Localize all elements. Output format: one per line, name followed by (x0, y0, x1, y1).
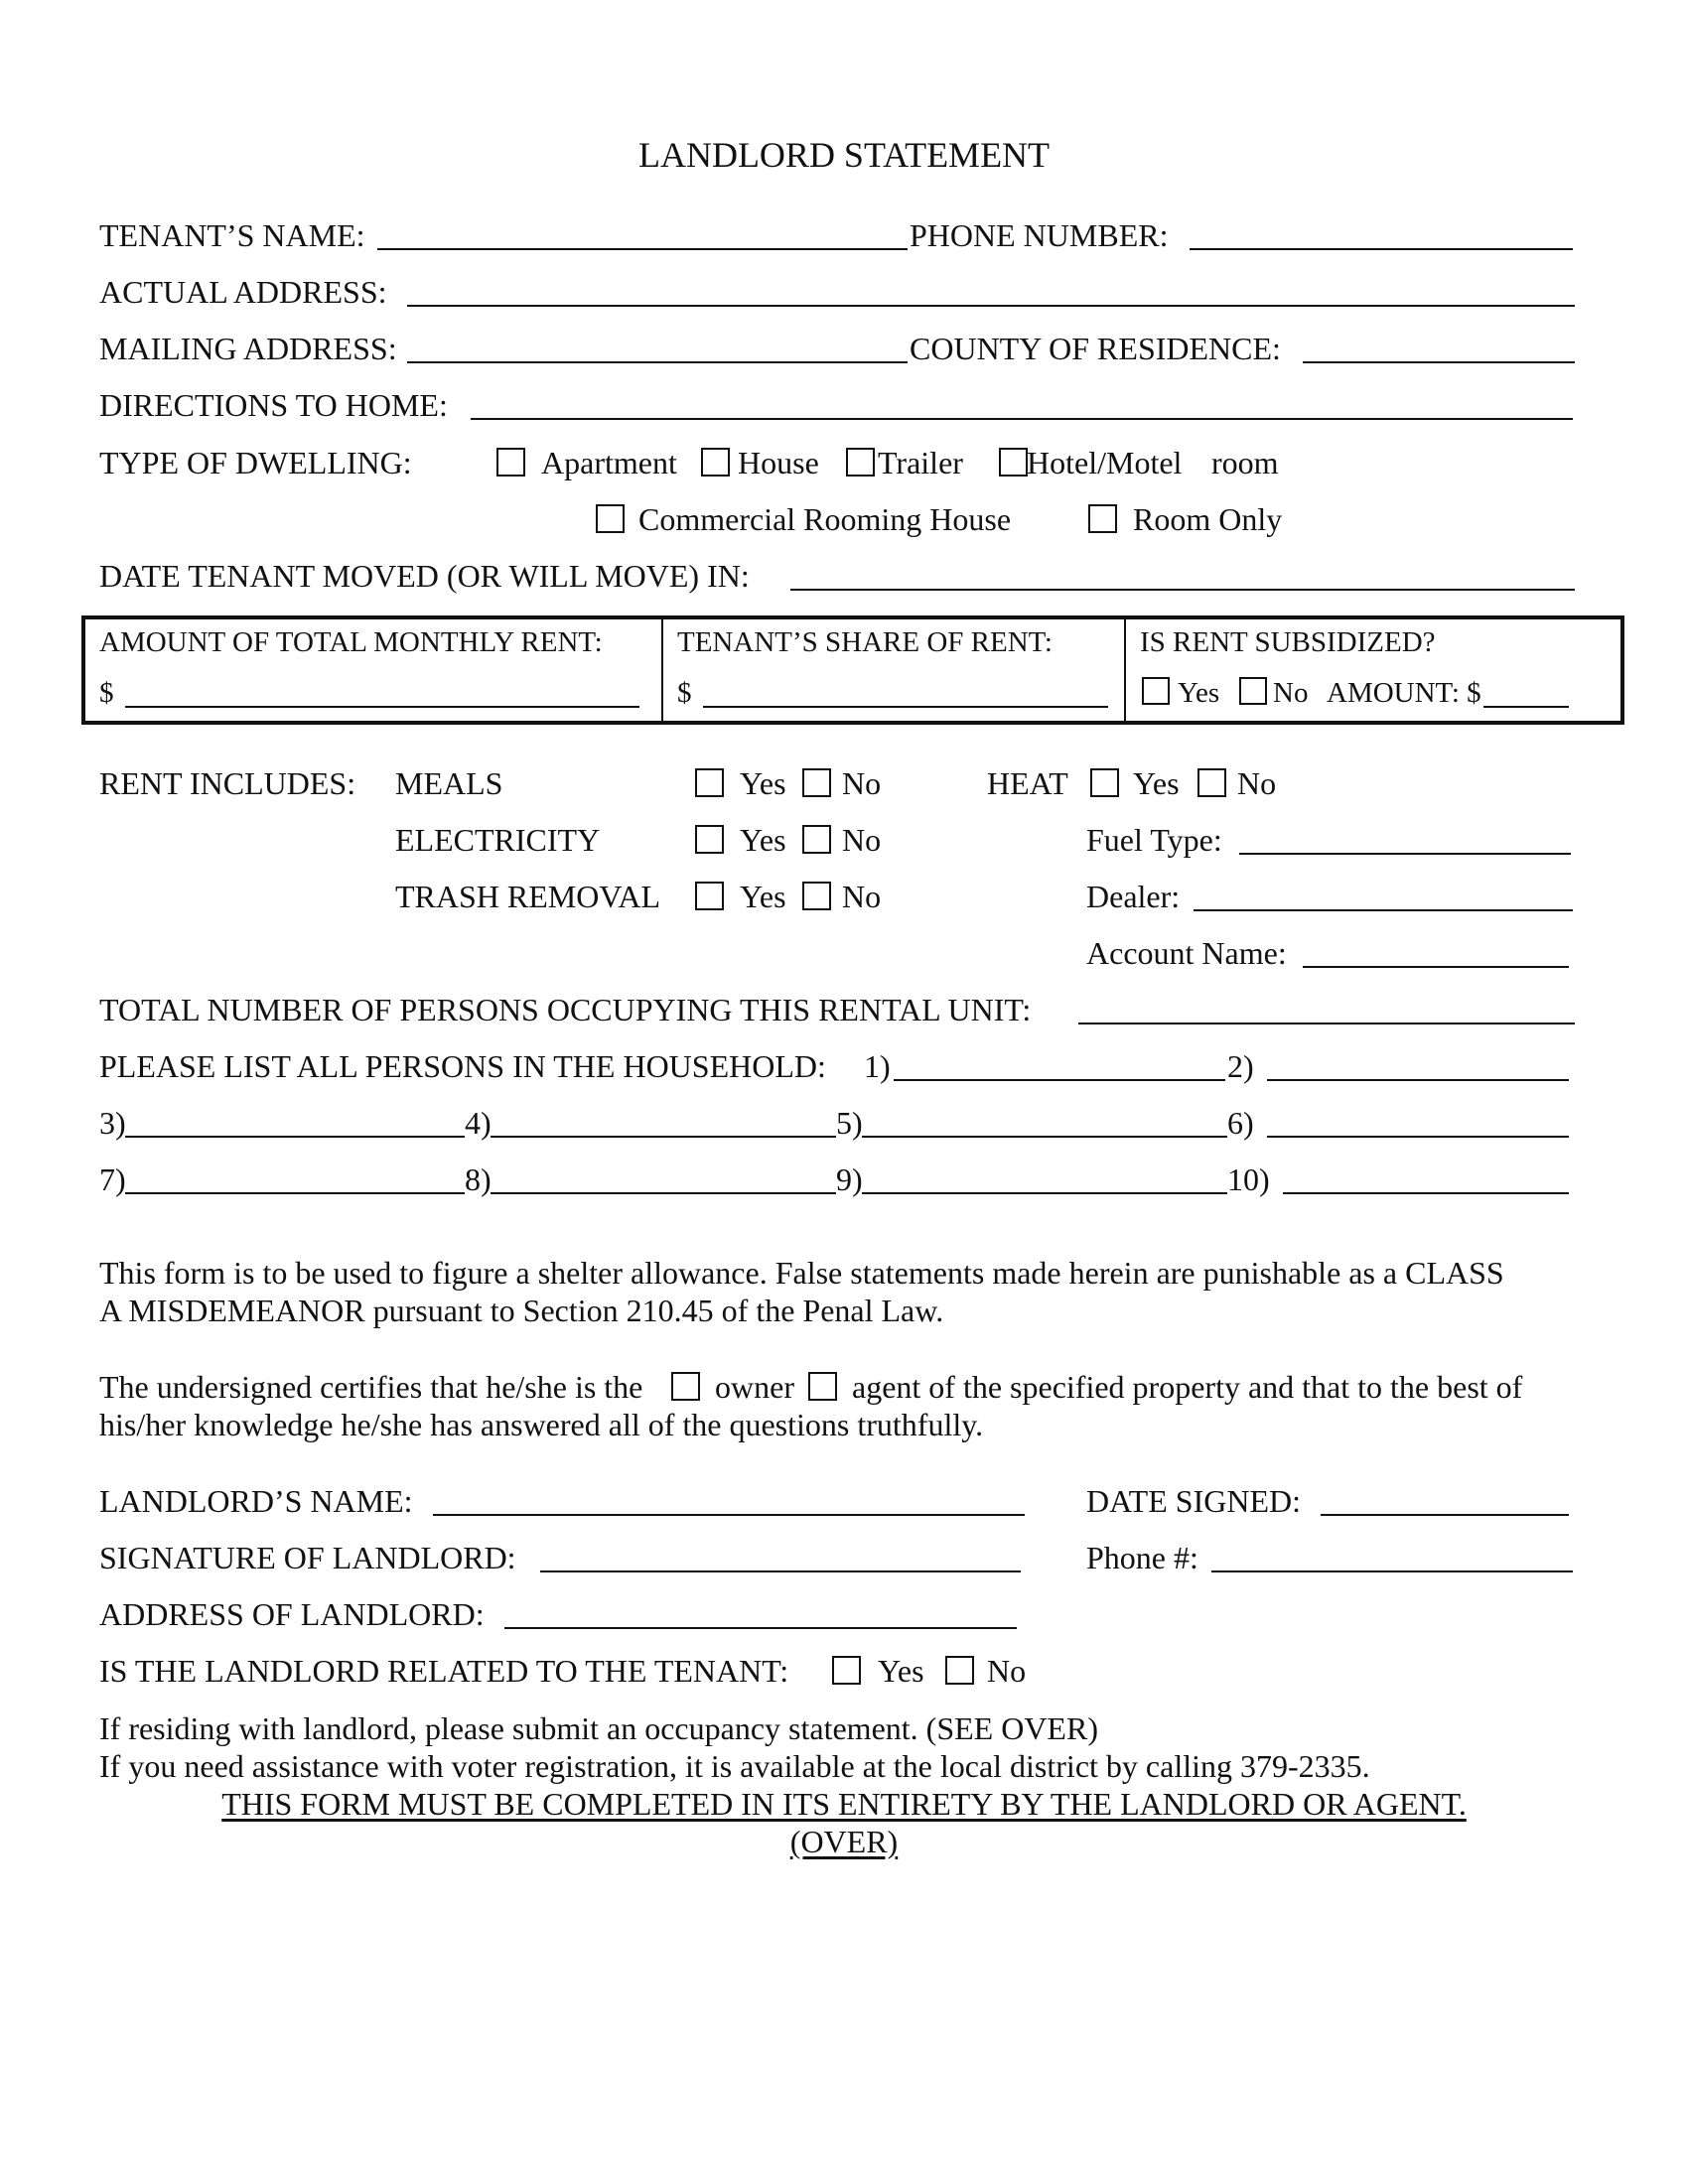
tenant-name-field[interactable] (377, 248, 908, 250)
landlord-phone-label: Phone #: (1086, 1540, 1198, 1575)
rent-subsidized-label: IS RENT SUBSIDIZED? (1140, 626, 1436, 658)
actual-address-label: ACTUAL ADDRESS: (99, 274, 387, 310)
tenant-share-dollar: $ (677, 677, 692, 709)
total-persons-label: TOTAL NUMBER OF PERSONS OCCUPYING THIS RENTAL UNIT: (99, 992, 1032, 1027)
heat-no-checkbox[interactable] (1197, 768, 1226, 797)
hotel-motel-checkbox[interactable] (999, 448, 1028, 477)
landlord-name-label: LANDLORD’S NAME: (99, 1483, 413, 1519)
date-moved-field[interactable] (790, 589, 1575, 591)
date-signed-label: DATE SIGNED: (1086, 1483, 1301, 1519)
trailer-option-label: Trailer (878, 445, 963, 480)
commercial-rooming-house-label: Commercial Rooming House (638, 501, 1012, 537)
electricity-yes-checkbox[interactable] (695, 825, 724, 854)
landlord-related-label: IS THE LANDLORD RELATED TO THE TENANT: (99, 1653, 789, 1689)
person-6-number: 6) (1227, 1105, 1254, 1141)
heat-yes-checkbox[interactable] (1090, 768, 1119, 797)
trash-no-label: No (842, 879, 882, 914)
person-2-field[interactable] (1267, 1079, 1569, 1081)
rent-amount-box (81, 615, 1624, 725)
page-title: LANDLORD STATEMENT (637, 135, 1051, 175)
person-7-field[interactable] (125, 1192, 465, 1194)
subsidized-yes-checkbox[interactable] (1142, 677, 1170, 705)
footer-completion-notice: THIS FORM MUST BE COMPLETED IN ITS ENTIRETY BY THE LANDLORD OR AGENT. (221, 1786, 1467, 1822)
trash-yes-label: Yes (740, 879, 786, 914)
meals-no-label: No (842, 765, 882, 801)
trash-no-checkbox[interactable] (802, 882, 831, 910)
room-option-label: room (1211, 445, 1279, 480)
signature-field[interactable] (540, 1570, 1021, 1572)
landlord-name-field[interactable] (433, 1514, 1025, 1516)
notice-line-2: A MISDEMEANOR pursuant to Section 210.45 of the Penal Law. (99, 1293, 944, 1328)
person-10-field[interactable] (1283, 1192, 1569, 1194)
trailer-checkbox[interactable] (846, 448, 875, 477)
certify-line-2: his/her knowledge he/she has answered all of the questions truthfully. (99, 1407, 984, 1442)
room-only-label: Room Only (1133, 501, 1283, 537)
fuel-type-label: Fuel Type: (1086, 822, 1222, 858)
person-8-field[interactable] (491, 1192, 836, 1194)
person-8-number: 8) (465, 1161, 492, 1197)
phone-number-field[interactable] (1190, 248, 1573, 250)
footer-over: (OVER) (789, 1824, 899, 1859)
room-only-checkbox[interactable] (1088, 504, 1117, 533)
heat-yes-label: Yes (1133, 765, 1180, 801)
person-2-number: 2) (1227, 1048, 1254, 1084)
tenant-share-field[interactable] (703, 706, 1108, 708)
footer-occupancy-note: If residing with landlord, please submit an occupancy statement. (SEE OVER) (99, 1710, 1098, 1746)
subsidized-yes-label: Yes (1178, 677, 1220, 709)
rent-includes-label: RENT INCLUDES: (99, 765, 356, 801)
person-3-field[interactable] (125, 1136, 465, 1138)
account-name-field[interactable] (1303, 966, 1569, 968)
person-5-field[interactable] (862, 1136, 1227, 1138)
trash-removal-label: TRASH REMOVAL (395, 879, 660, 914)
subsidy-amount-label: AMOUNT: $ (1327, 677, 1481, 709)
dealer-field[interactable] (1194, 909, 1573, 911)
person-6-field[interactable] (1267, 1136, 1569, 1138)
footer-voter-note: If you need assistance with voter registration, it is available at the local district by calling 379-2335. (99, 1748, 1370, 1784)
rent-box-divider (661, 619, 663, 721)
actual-address-field[interactable] (407, 305, 1575, 307)
meals-no-checkbox[interactable] (802, 768, 831, 797)
tenant-name-label: TENANT’S NAME: (99, 217, 365, 253)
hotel-motel-option-label: Hotel/Motel (1027, 445, 1183, 480)
subsidy-amount-field[interactable] (1483, 706, 1569, 708)
total-rent-label: AMOUNT OF TOTAL MONTHLY RENT: (99, 626, 603, 658)
electricity-label: ELECTRICITY (395, 822, 601, 858)
phone-number-label: PHONE NUMBER: (910, 217, 1169, 253)
tenant-share-label: TENANT’S SHARE OF RENT: (677, 626, 1053, 658)
agent-checkbox[interactable] (808, 1372, 837, 1401)
total-rent-field[interactable] (125, 706, 639, 708)
date-moved-label: DATE TENANT MOVED (OR WILL MOVE) IN: (99, 558, 750, 594)
county-field[interactable] (1303, 361, 1575, 363)
dealer-label: Dealer: (1086, 879, 1181, 914)
person-1-field[interactable] (894, 1079, 1225, 1081)
person-9-number: 9) (836, 1161, 863, 1197)
directions-label: DIRECTIONS TO HOME: (99, 387, 448, 423)
signature-label: SIGNATURE OF LANDLORD: (99, 1540, 516, 1575)
county-label: COUNTY OF RESIDENCE: (910, 331, 1281, 366)
rent-box-divider (1124, 619, 1126, 721)
related-yes-label: Yes (878, 1653, 924, 1689)
house-checkbox[interactable] (701, 448, 730, 477)
directions-field[interactable] (471, 418, 1573, 420)
person-4-field[interactable] (491, 1136, 836, 1138)
related-no-checkbox[interactable] (945, 1656, 974, 1685)
certify-text-1: The undersigned certifies that he/she is the (99, 1369, 643, 1405)
person-3-number: 3) (99, 1105, 126, 1141)
apartment-option-label: Apartment (541, 445, 677, 480)
related-no-label: No (987, 1653, 1027, 1689)
person-9-field[interactable] (862, 1192, 1227, 1194)
electricity-no-checkbox[interactable] (802, 825, 831, 854)
commercial-rooming-house-checkbox[interactable] (596, 504, 625, 533)
electricity-no-label: No (842, 822, 882, 858)
notice-line-1: This form is to be used to figure a shelter allowance. False statements made herein are punishable as a CLASS (99, 1255, 1504, 1291)
meals-label: MEALS (395, 765, 503, 801)
apartment-checkbox[interactable] (496, 448, 525, 477)
fuel-type-field[interactable] (1239, 853, 1571, 855)
owner-label: owner (715, 1369, 794, 1405)
related-yes-checkbox[interactable] (832, 1656, 861, 1685)
dwelling-type-label: TYPE OF DWELLING: (99, 445, 412, 480)
certify-text-2: agent of the specified property and that to the best of (852, 1369, 1523, 1405)
heat-label: HEAT (987, 765, 1068, 801)
heat-no-label: No (1237, 765, 1277, 801)
total-rent-dollar: $ (99, 677, 114, 709)
date-signed-field[interactable] (1321, 1514, 1569, 1516)
electricity-yes-label: Yes (740, 822, 786, 858)
landlord-address-field[interactable] (504, 1627, 1017, 1629)
household-list-label: PLEASE LIST ALL PERSONS IN THE HOUSEHOLD: (99, 1048, 826, 1084)
landlord-phone-field[interactable] (1211, 1570, 1573, 1572)
subsidized-no-checkbox[interactable] (1239, 677, 1267, 705)
meals-yes-checkbox[interactable] (695, 768, 724, 797)
account-name-label: Account Name: (1086, 935, 1287, 971)
landlord-address-label: ADDRESS OF LANDLORD: (99, 1596, 485, 1632)
house-option-label: House (738, 445, 819, 480)
person-10-number: 10) (1227, 1161, 1270, 1197)
mailing-address-label: MAILING ADDRESS: (99, 331, 397, 366)
meals-yes-label: Yes (740, 765, 786, 801)
subsidized-no-label: No (1273, 677, 1309, 709)
owner-checkbox[interactable] (671, 1372, 700, 1401)
total-persons-field[interactable] (1078, 1023, 1575, 1024)
trash-yes-checkbox[interactable] (695, 882, 724, 910)
mailing-address-field[interactable] (407, 361, 908, 363)
person-5-number: 5) (836, 1105, 863, 1141)
person-4-number: 4) (465, 1105, 492, 1141)
person-1-number: 1) (864, 1048, 891, 1084)
person-7-number: 7) (99, 1161, 126, 1197)
